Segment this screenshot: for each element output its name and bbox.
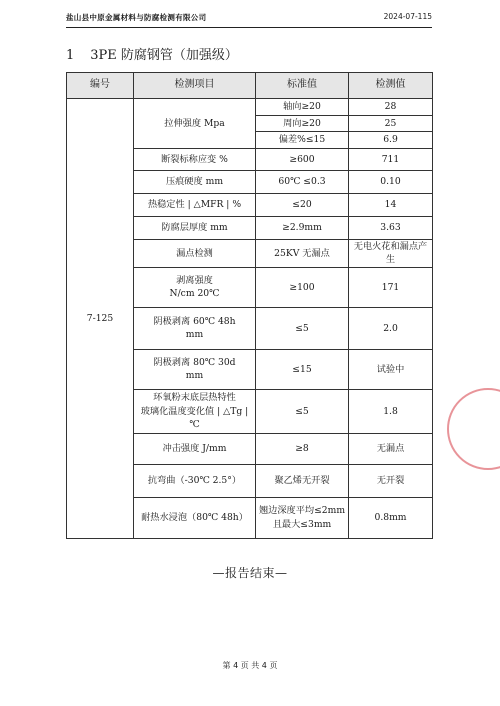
peel-item-line2: N/cm 20℃ [169, 288, 220, 300]
epoxy-result: 1.8 [349, 389, 433, 433]
test-results-table [66, 72, 433, 539]
serial-number: 7-125 [67, 99, 134, 539]
page-header [66, 12, 432, 26]
impact-standard: ≥8 [256, 433, 349, 464]
header-standard: 标准值 [256, 73, 349, 99]
indentation-item: 压痕硬度 mm [134, 171, 256, 194]
epoxy-item-line2: 玻璃化温度变化值 | △Tg | ℃ [140, 405, 249, 430]
cathodic48-item-line2: mm [185, 329, 204, 341]
thermal-result: 14 [349, 194, 433, 217]
cathodic48-result: 2.0 [349, 307, 433, 349]
cathodic48-item-line1: 阴极剥离 60℃ 48h [153, 315, 236, 327]
header-item: 检测项目 [134, 73, 256, 99]
report-code: 2024-07-115 [383, 12, 432, 21]
indentation-result: 0.10 [349, 171, 433, 194]
header-no: 编号 [67, 73, 134, 99]
table-header-row [67, 73, 433, 99]
section-title [66, 44, 238, 63]
indentation-standard: 60℃ ≤0.3 [256, 171, 349, 194]
cathodic48-standard: ≤5 [256, 307, 349, 349]
bend-item: 抗弯曲（-30℃ 2.5°） [134, 464, 256, 497]
thermal-item: 热稳定性 | △MFR | % [134, 194, 256, 217]
bend-result: 无开裂 [349, 464, 433, 497]
epoxy-standard: ≤5 [256, 389, 349, 433]
page-footer: 第 4 页 共 4 页 [222, 661, 278, 670]
tensile-result-axial: 28 [349, 99, 433, 116]
elongation-item: 断裂标称应变 % [134, 149, 256, 171]
leak-item: 漏点检测 [134, 240, 256, 268]
epoxy-item [134, 389, 256, 433]
tensile-standard-axial: 轴向≥20 [256, 99, 349, 116]
cathodic30-result: 试验中 [349, 349, 433, 389]
thickness-result: 3.63 [349, 217, 433, 240]
company-name: 盐山县中原金属材料与防腐检测有限公司 [66, 13, 207, 22]
cathodic30-item-line1: 阴极剥离 80℃ 30d [153, 356, 236, 368]
epoxy-item-line1: 环氧粉末底层热特性 [153, 392, 236, 404]
tensile-standard-deviation: 偏差%≤15 [256, 132, 349, 149]
bend-standard: 聚乙烯无开裂 [256, 464, 349, 497]
thickness-standard: ≥2.9mm [256, 217, 349, 240]
tensile-result-deviation: 6.9 [349, 132, 433, 149]
table-row [67, 99, 433, 116]
tensile-label: 拉伸强度 Mpa [134, 99, 256, 149]
impact-item: 冲击强度 J/mm [134, 433, 256, 464]
section-title-text: 3PE 防腐钢管（加强级） [90, 48, 238, 63]
peel-item [134, 267, 256, 307]
impact-result: 无漏点 [349, 433, 433, 464]
leak-result: 无电火花和漏点产生 [349, 240, 433, 268]
header-result: 检测值 [349, 73, 433, 99]
cathodic30-standard: ≤15 [256, 349, 349, 389]
peel-result: 171 [349, 267, 433, 307]
thickness-item: 防腐层厚度 mm [134, 217, 256, 240]
cathodic48-item [134, 307, 256, 349]
water-standard-line1: 翘边深度平均≤2mm [258, 505, 346, 517]
thermal-standard: ≤20 [256, 194, 349, 217]
section-number: 1 [66, 48, 75, 63]
tensile-result-hoop: 25 [349, 116, 433, 132]
water-result: 0.8mm [349, 497, 433, 538]
elongation-standard: ≥600 [256, 149, 349, 171]
tensile-standard-hoop: 周向≥20 [256, 116, 349, 132]
leak-standard: 25KV 无漏点 [256, 240, 349, 268]
water-standard-line2: 且最大≤3mm [272, 518, 332, 530]
header-rule [66, 27, 432, 28]
red-seal-stamp [447, 388, 500, 470]
water-item: 耐热水浸泡（80℃ 48h） [134, 497, 256, 538]
cathodic30-item-line2: mm [185, 370, 204, 382]
water-standard [256, 497, 349, 538]
report-end: —报告结束— [212, 566, 288, 580]
elongation-result: 711 [349, 149, 433, 171]
peel-standard: ≥100 [256, 267, 349, 307]
cathodic30-item [134, 349, 256, 389]
peel-item-line1: 剥离强度 [176, 274, 213, 286]
